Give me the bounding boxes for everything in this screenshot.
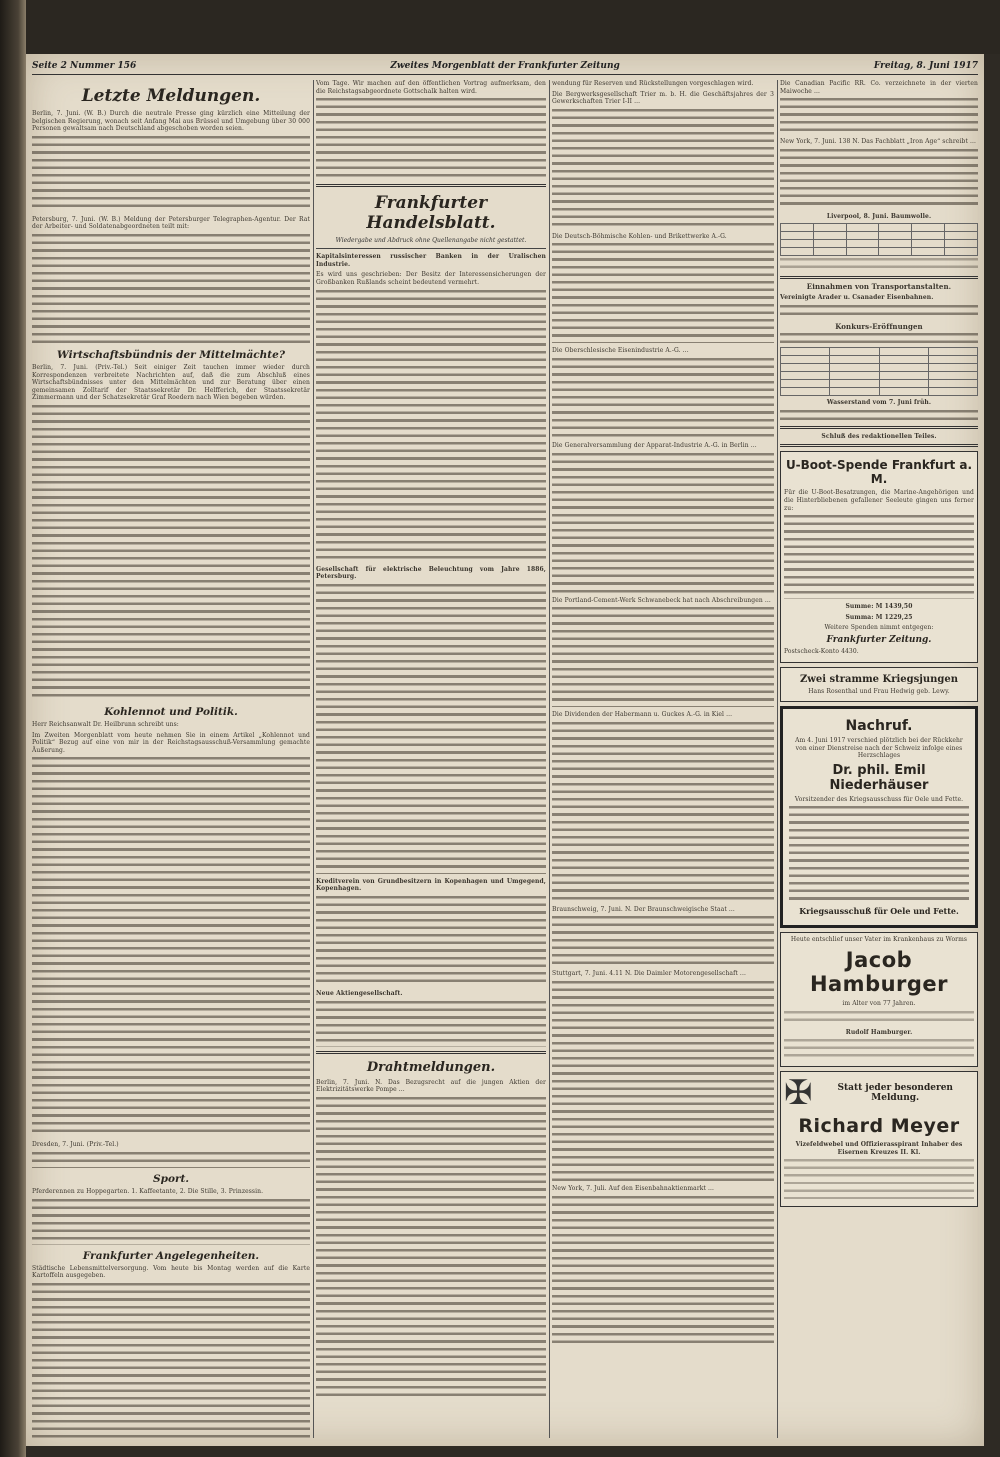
article-heading: Frankfurter Angelegenheiten. bbox=[82, 1249, 260, 1262]
column-rule bbox=[549, 80, 550, 1438]
section-heading: Wasserstand vom 7. Juni früh. bbox=[826, 399, 932, 407]
text-block bbox=[789, 806, 969, 902]
obituary-text: Am 4. Juni 1917 verschied plötzlich bei der Rückkehr von einer Dienstreise nach der Schweiz infolge eines Herzschlages bbox=[795, 737, 963, 760]
text-block bbox=[780, 305, 978, 319]
article-heading: Kreditverein von Grundbesitzern in Kopenhagen und Umgegend, Kopenhagen. bbox=[316, 877, 546, 893]
section-heading: Konkurs-Eröffnungen bbox=[835, 321, 923, 331]
article-text: Die Oberschlesische Eisenindustrie A.-G. ... bbox=[552, 347, 689, 355]
text-block bbox=[32, 136, 310, 212]
section-title-draht: Drahtmeldungen. bbox=[366, 1059, 496, 1075]
cotton-table bbox=[780, 223, 978, 256]
article-text: Die Canadian Pacific RR. Co. verzeichnete in der vierten Maiwoche ... bbox=[780, 80, 978, 95]
article-text: Herr Reichsanwalt Dr. Heilbrunn schreibt uns: bbox=[32, 720, 179, 728]
text-block bbox=[552, 243, 774, 343]
article-heading: Kapitalsinteressen russischer Banken in der Uralischen Industrie. bbox=[316, 253, 546, 268]
divider bbox=[780, 426, 978, 429]
text-block bbox=[32, 1199, 310, 1245]
text-block bbox=[784, 1011, 974, 1025]
article-heading: Sport. bbox=[153, 1172, 189, 1185]
birth-announcement bbox=[780, 667, 978, 703]
text-block bbox=[32, 234, 310, 344]
birth-text: Hans Rosenthal und Frau Hedwig geb. Lewy. bbox=[808, 687, 950, 695]
article-text: Die Portland-Cement-Werk Schwanebeck hat nach Abschreibungen ... bbox=[552, 596, 771, 604]
text-block bbox=[552, 981, 774, 1181]
obituary-name: Richard Meyer bbox=[798, 1115, 960, 1138]
text-block bbox=[316, 1001, 546, 1047]
article-text: Berlin, 7. Juni. N. Das Bezugsrecht auf die jungen Aktien der Elektrizitätswerke Pompe ... bbox=[316, 1078, 546, 1094]
text-block bbox=[552, 607, 774, 707]
iron-cross-icon: ✠ bbox=[784, 1073, 813, 1114]
article-heading: Gesellschaft für elektrische Beleuchtung vom Jahre 1886, Petersburg. bbox=[316, 565, 546, 581]
text-block bbox=[780, 149, 978, 209]
text-block bbox=[780, 98, 978, 134]
handelsblatt-masthead: Frankfurter Handelsblatt. bbox=[366, 193, 496, 234]
article-heading: Neue Aktiengesellschaft. bbox=[316, 989, 403, 997]
text-block bbox=[32, 1152, 310, 1168]
text-block bbox=[552, 1196, 774, 1346]
article-text: Die Bergwerksgesellschaft Trier m. b. H. die Geschäftsjahres der 3 Gewerkschaften Trier I-II ... bbox=[552, 90, 774, 106]
article-text: Im Zweiten Morgenblatt vom heute nehmen Sie in einem Artikel „Kohlennot und Politik“ Bezug auf eine von mir in der Reichstagsausschuß-Versammlung gemachte Äußerung. bbox=[32, 731, 310, 754]
text-block bbox=[552, 109, 774, 229]
divider bbox=[316, 184, 546, 187]
obituary-hamburger bbox=[780, 932, 978, 1067]
article-text: New York, 7. Juni. 138 N. Das Fachblatt „Iron Age“ schreibt ... bbox=[780, 138, 977, 146]
article-text: Stuttgart, 7. Juni. 4.11 N. Die Daimler Motorengesellschaft ... bbox=[552, 970, 746, 978]
text-block bbox=[552, 916, 774, 966]
text-block bbox=[784, 515, 974, 599]
text-block bbox=[552, 722, 774, 902]
column-1 bbox=[32, 80, 310, 1438]
obituary-sign: Rudolf Hamburger. bbox=[845, 1028, 913, 1036]
uboot-text: Für die U-Boot-Besatzungen, die Marine-Angehörigen und die Hinterbliebenen gefallener Seeleute gingen uns ferner zu: bbox=[784, 489, 974, 512]
divider bbox=[780, 276, 978, 279]
statt-meldung: Statt jeder besonderen Meldung. bbox=[837, 1083, 953, 1104]
obituary-age: im Alter von 77 Jahren. bbox=[842, 1000, 916, 1008]
article-text: New York, 7. Juli. Auf den Eisenbahnaktienmarkt ... bbox=[552, 1184, 715, 1192]
text-block bbox=[784, 1039, 974, 1059]
uboot-summe: Summe: M 1439,50 bbox=[845, 603, 913, 611]
text-block bbox=[780, 258, 978, 272]
text-block bbox=[552, 453, 774, 593]
divider bbox=[316, 1051, 546, 1054]
article-text: Pferderennen zu Hoppegarten. 1. Kaffeetante, 2. Die Stille, 3. Prinzessin. bbox=[32, 1187, 264, 1195]
article-heading: Wirtschaftsbündnis der Mittelmächte? bbox=[57, 348, 285, 361]
header-center: Zweites Morgenblatt der Frankfurter Zeitung bbox=[390, 61, 620, 71]
text-block bbox=[32, 1283, 310, 1438]
column-4 bbox=[780, 80, 978, 1438]
header-right: Freitag, 8. Juni 1917 bbox=[873, 61, 978, 71]
article-text: Städtische Lebensmittelversorgung. Vom heute bis Montag werden auf die Karte Kartoffeln ausgegeben. bbox=[32, 1264, 310, 1280]
obituary-niederhaeuser bbox=[780, 706, 978, 928]
article-text: Dresden, 7. Juni. (Priv.-Tel.) bbox=[32, 1141, 119, 1149]
uboot-title: U-Boot-Spende Frankfurt a. M. bbox=[785, 458, 973, 487]
text-block bbox=[552, 358, 774, 438]
column-rule bbox=[777, 80, 778, 1438]
text-block bbox=[784, 1159, 974, 1199]
column-rule bbox=[313, 80, 314, 1438]
page-header bbox=[32, 58, 978, 75]
obituary-name: Jacob Hamburger bbox=[809, 948, 949, 997]
uboot-summe: Summa: M 1229,25 bbox=[845, 613, 913, 621]
article-text: Die Dividenden der Habermann u. Guckes A.-G. in Kiel ... bbox=[552, 711, 733, 719]
newspaper-page bbox=[26, 54, 984, 1446]
article-text: Berlin, 7. Juni. (Priv.-Tel.) Seit einiger Zeit tauchen immer wieder durch Korrespondenzen verbreitete Nachrichten auf, daß die zum Abschluß eines Wirtschaftsbündnisses unter den Mittelmächten und zur Beratung über einen gemeinsamen Zolltarif der Staatssekretär Dr. Helfferich, der Staatssekretär Zimmermann und der Schatzsekretär Graf Roedern nach Wien begeben würden. bbox=[32, 363, 310, 402]
divider bbox=[316, 248, 546, 249]
book-spine bbox=[0, 0, 26, 1457]
text-block bbox=[32, 405, 310, 701]
section-title-letzte: Letzte Meldungen. bbox=[81, 86, 261, 106]
text-block bbox=[316, 896, 546, 986]
column-2 bbox=[316, 80, 546, 1438]
article-text: Berlin, 7. Juni. (W. B.) Durch die neutrale Presse ging kürzlich eine Mitteilung der belgischen Regierung, wonach seit Anfang Mai aus Brüssel und Umgebung über 30 000 Personen gewaltsam nach Deutschland abgeschoben worden seien. bbox=[32, 110, 310, 133]
column-3 bbox=[552, 80, 774, 1438]
obituary-meyer bbox=[780, 1071, 978, 1207]
text-block bbox=[316, 1097, 546, 1397]
article-text: Petersburg, 7. Juni. (W. B.) Meldung der Petersburger Telegraphen-Agentur. Der Rat der Arbeiter- und Soldatenabgeordneten teilt mit: bbox=[32, 215, 310, 231]
obituary-text: Heute entschlief unser Vater im Krankenhaus zu Worms bbox=[790, 936, 968, 944]
article-heading: Vereinigte Arader u. Csanader Eisenbahnen. bbox=[780, 293, 934, 301]
obituary-name: Dr. phil. Emil Niederhäuser bbox=[829, 762, 929, 793]
end-editorial: Schluß des redaktionellen Teiles. bbox=[821, 432, 937, 440]
obituary-foot: Kriegsausschuß für Oele und Fette. bbox=[799, 906, 959, 917]
text-block bbox=[316, 98, 546, 180]
text-block bbox=[316, 584, 546, 874]
uboot-spende-box bbox=[780, 451, 978, 662]
article-text: Braunschweig, 7. Juni. N. Der Braunschweigische Staat ... bbox=[552, 905, 735, 913]
article-text: wendung für Reserven und Rückstellungen vorgeschlagen wird. bbox=[552, 80, 754, 87]
article-text: Vom Tage. Wir machen auf den öffentlichen Vortrag aufmerksam, den die Reichstagsabgeordnete Gottschalk halten wird. bbox=[316, 80, 546, 95]
uboot-post: Postscheck-Konto 4430. bbox=[784, 647, 859, 655]
article-text: Es wird uns geschrieben: Der Besitz der Interessensicherungen der Großbanken Rußlands scheint bedeutend vermehrt. bbox=[316, 271, 546, 286]
text-block bbox=[32, 757, 310, 1137]
uboot-fz: Frankfurter Zeitung. bbox=[826, 634, 932, 645]
obituary-sub: Vizefeldwebel und Offizierasspirant Inhaber des Eisernen Kreuzes II. Kl. bbox=[795, 1141, 963, 1156]
obituary-title: Nachruf. bbox=[845, 718, 913, 735]
text-block bbox=[780, 333, 978, 343]
birth-title: Zwei stramme Kriegsjungen bbox=[799, 673, 959, 685]
article-text: Die Generalversammlung der Apparat-Industrie A.-G. in Berlin ... bbox=[552, 441, 757, 449]
table-heading: Liverpool, 8. Juni. Baumwolle. bbox=[826, 212, 932, 220]
uboot-weitere: Weitere Spenden nimmt entgegen: bbox=[824, 624, 934, 632]
article-heading: Kohlennot und Politik. bbox=[104, 705, 238, 718]
article-text: Die Deutsch-Böhmische Kohlen- und Brikettwerke A.-G. bbox=[552, 232, 727, 240]
masthead-subline: Wiedergabe und Abdruck ohne Quellenangabe nicht gestattet. bbox=[335, 237, 527, 245]
konkurs-table bbox=[780, 347, 978, 396]
text-block bbox=[316, 290, 546, 562]
section-heading: Einnahmen von Transportanstalten. bbox=[806, 282, 952, 292]
divider bbox=[780, 444, 978, 447]
scan-top-border bbox=[0, 0, 1000, 54]
obituary-sub: Vorsitzender des Kriegsausschuss für Oele und Fette. bbox=[794, 795, 964, 803]
text-block bbox=[780, 410, 978, 422]
header-left: Seite 2 Nummer 156 bbox=[32, 61, 137, 71]
